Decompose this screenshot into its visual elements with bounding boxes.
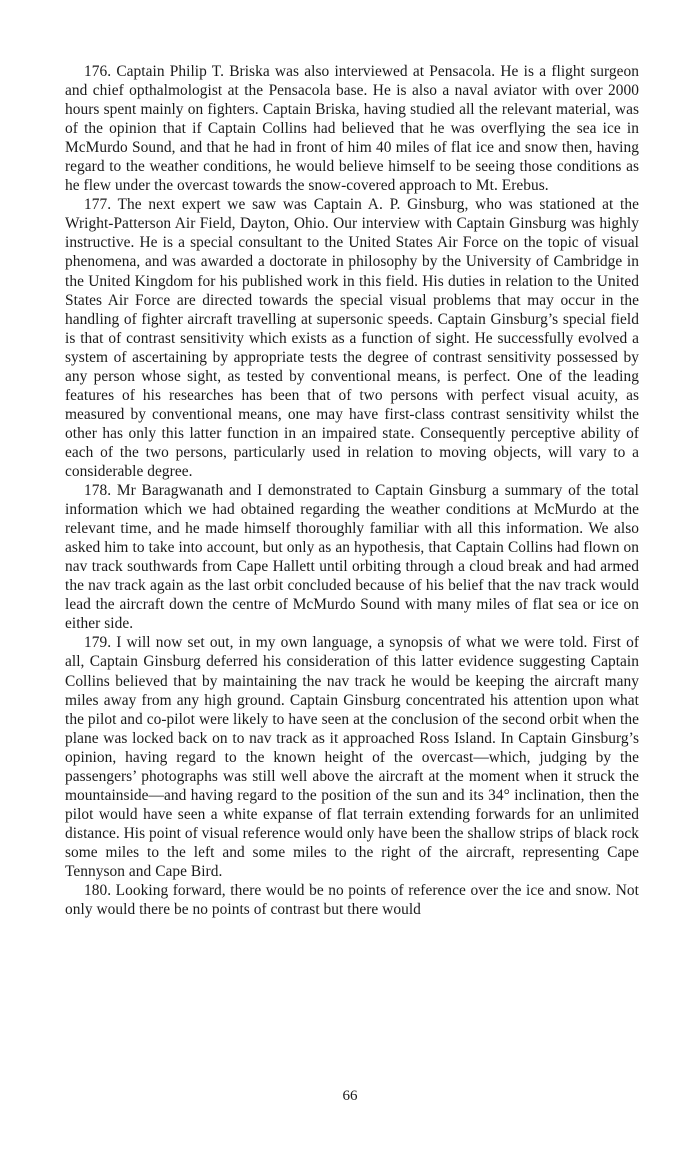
paragraph-177: 177. The next expert we saw was Captain A. P. Ginsburg, who was stationed at the Wright-Patterson Air Field, Dayton, Ohio. Our interview with Captain Ginsburg was highly instructive. He is a special consultant to the United States Air Force on the topic of visual phenomena, and was awarded a doctorate in philosophy by the University of Cambridge in the United Kingdom for his published work in this field. His duties in relation to the United States Air Force are directed towards the special visual problems that may occur in the handling of fighter aircraft travelling at supersonic speeds. Captain Ginsburg’s special field is that of contrast sensitivity which exists as a function of sight. He successfully evolved a system of ascertaining by appropriate tests the degree of contrast sensitivity possessed by any person whose sight, as tested by conventional means, is perfect. One of the leading features of his researches has been that of two persons with perfect visual acuity, as measured by conventional means, one may have first-class contrast sensitivity whilst the other has only this latter function in an impaired state. Consequently perceptive ability of each of the two persons, particularly used in relation to moving objects, will vary to a considerable degree. [65,196,639,480]
paragraph-176: 176. Captain Philip T. Briska was also interviewed at Pensacola. He is a flight surgeon and chief opthalmologist at the Pensacola base. He is also a naval aviator with over 2000 hours spent mainly on fighters. Captain Briska, having studied all the relevant material, was of the opinion that if Captain Collins had believed that he was overflying the sea ice in McMurdo Sound, and that he had in front of him 40 miles of flat ice and snow then, having regard to the weather conditions, he would believe himself to be seeing those conditions as he flew under the overcast towards the snow-covered approach to Mt. Erebus. [65,63,639,195]
body-text [65,62,639,919]
paragraph-178: 178. Mr Baragwanath and I demonstrated to Captain Ginsburg a summary of the total information which we had obtained regarding the weather conditions at McMurdo at the relevant time, and he made himself thoroughly familiar with all this information. We also asked him to take into account, but only as an hypothesis, that Captain Collins had flown on nav track southwards from Cape Hallett until orbiting through a cloud break and had armed the nav track again as the last orbit concluded because of his belief that the nav track would lead the aircraft down the centre of McMurdo Sound with many miles of flat sea or ice on either side. [65,482,639,633]
paragraph-180: 180. Looking forward, there would be no points of reference over the ice and snow. Not only would there be no points of contrast but there would [65,882,639,919]
page-number: 66 [342,1088,358,1104]
paragraph-179: 179. I will now set out, in my own language, a synopsis of what we were told. First of all, Captain Ginsburg deferred his consideration of this latter evidence suggesting Captain Collins believed that by maintaining the nav track he would be keeping the aircraft many miles away from any high ground. Captain Ginsburg concentrated his attention upon what the pilot and co-pilot were likely to have seen at the conclusion of the second orbit when the plane was locked back on to nav track as it approached Ross Island. In Captain Ginsburg’s opinion, having regard to the known height of the overcast—which, judging by the passengers’ photographs was still well above the aircraft at the moment when it struck the mountainside—and having regard to the position of the sun and its 34° inclination, then the pilot would have seen a white expanse of flat terrain extending forwards for an unlimited distance. His point of visual reference would only have been the shallow strips of black rock some miles to the left and some miles to the right of the aircraft, representing Cape Tennyson and Cape Bird. [65,634,639,880]
